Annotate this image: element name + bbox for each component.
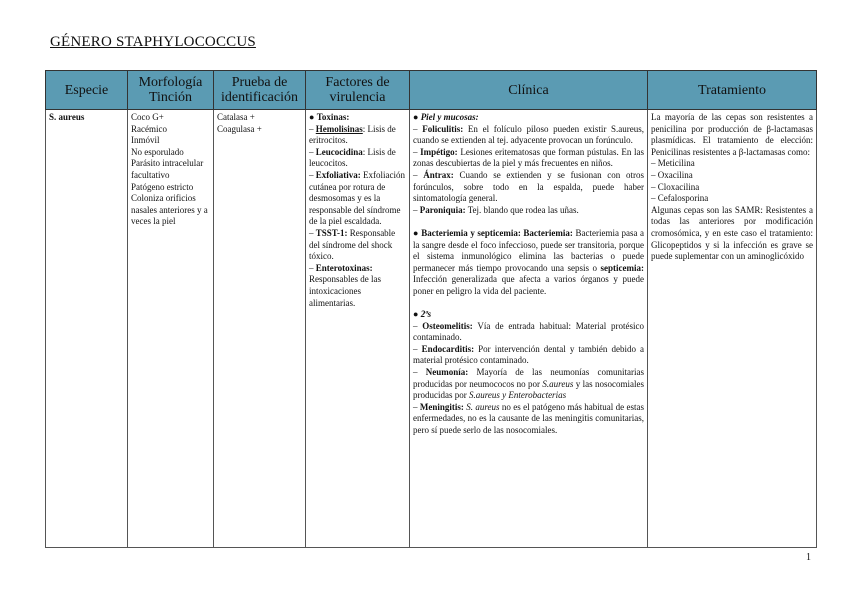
header-row: [46, 71, 817, 110]
foliculitis-term: Foliculitis:: [422, 123, 464, 134]
list-item: Cloxacilina: [657, 181, 700, 192]
bullet-icon: ●: [309, 112, 317, 122]
bullet-icon: ●: [413, 112, 421, 122]
septicemia-desc: Infección generalizada que afecta a varios órganos y puede poner en peligro la vida del paciente.: [413, 274, 644, 296]
neumonia-desc-2: y las nosocomiales producidas por: [413, 378, 644, 401]
list-item: Parásito intracelular facultativo: [131, 158, 204, 180]
piel-heading: Piel y mucosas:: [420, 112, 479, 122]
osteomelitis-desc: Vía de entrada habitual: Material protésico contaminado.: [413, 320, 645, 343]
septicemia-term: septicemia:: [600, 262, 644, 273]
secundarias-heading: 2ªs: [420, 309, 432, 320]
table-row: [46, 110, 817, 548]
bacteriemia-desc: Bacteriemia pasa a la sangre desde el foco infeccioso, puede ser transitoria, porque el sistema inmunológico elimina las bacterias o puede permanecer más tiempo provocando una sepsis o: [413, 227, 645, 273]
endocarditis-desc: Por intervención dental y también debido a material protésico contaminado.: [413, 343, 645, 366]
cell-factores: ● Toxinas: – Hemolisinas: Lisis de eritrocitos. – Leucocidina: Lisis de leucocitos. – Exfoliativa: Exfoliación cutánea por rotura de desmosomas y es la responsable del síndrome de la piel escaldada. – TSST-1: Responsable del síndrome del shock tóxico. – Enterotoxinas: Responsables de las intoxicaciones alimentarias.: [306, 110, 410, 548]
leucocidina-desc: : Lisis de leucocitos.: [309, 146, 396, 169]
document-title: GÉNERO STAPHYLOCOCCUS: [50, 34, 256, 50]
list-item: Catalasa +: [217, 112, 255, 122]
endocarditis-term: Endocarditis:: [421, 343, 475, 354]
toxinas-heading: Toxinas:: [316, 112, 350, 122]
neumonia-term: Neumonía:: [425, 367, 469, 378]
list-item: Racémico: [131, 123, 167, 134]
exfoliativa-term: Exfoliativa:: [315, 169, 361, 180]
header-morfologia: Morfología Tinción: [128, 71, 214, 110]
list-item: Inmóvil: [131, 135, 160, 146]
antrax-desc: Cuando se extienden y se fusionan con otros forúnculos, sobre todo en la espalda, puede haber sintomatología general.: [413, 169, 645, 204]
tratamiento-paragraph-2: Algunas cepas son las SAMR: Resistentes a todas las anteriores por modificación cromosómica, y en este caso el tratamiento: Glicopeptidos y si la infección es grave se puede suplementar con un aminoglicóxido: [651, 204, 813, 262]
bullet-icon: ●: [413, 309, 421, 320]
neumonia-species-2: S.aureus y Enterobacterias: [469, 390, 567, 401]
antrax-term: Ántrax:: [423, 169, 454, 180]
list-item: Oxacilina: [657, 169, 693, 180]
list-item: Coco G+: [131, 112, 164, 122]
exfoliativa-desc: Exfoliación cutánea por rotura de desmosomas y es la responsable del síndrome de la piel escaldada.: [309, 169, 405, 227]
hemolisinas-term: Hemolisinas: [315, 123, 363, 134]
list-item: Coloniza orificios nasales anteriores y a veces la piel: [131, 193, 208, 227]
tsst-term: TSST-1:: [315, 227, 348, 238]
list-item: Coagulasa +: [217, 123, 262, 134]
meningitis-desc: no es el patógeno más habitual de estas enfermedades, no es la causante de las meningitis comunitarias, pero sí puede serlo de las nosocomiales.: [413, 401, 644, 436]
header-especie: Especie: [46, 71, 128, 110]
header-tratamiento: Tratamiento: [648, 71, 817, 110]
neumonia-desc: Mayoría de las neumonías comunitarias producidas por neumococos no por: [413, 367, 645, 389]
list-item: Meticilina: [657, 158, 695, 169]
cell-prueba: [214, 110, 306, 548]
header-prueba: Prueba de identificación: [214, 71, 306, 110]
page-number: 1: [806, 552, 811, 563]
meningitis-species: S. aureus: [466, 401, 500, 412]
enterotoxinas-desc: Responsables de las intoxicaciones alimentarias.: [309, 274, 381, 308]
foliculitis-desc: En el folículo piloso pueden existir S.aureus, cuando se extienden al tej. adyacente provocan un forúnculo.: [413, 123, 645, 146]
list-item: No esporulado: [131, 146, 184, 157]
bacteriemia-heading: Bacteriemia y septicemia:: [421, 227, 521, 238]
enterotoxinas-term: Enterotoxinas:: [315, 262, 373, 273]
paroniquia-term: Paroniquia:: [419, 204, 466, 215]
paroniquia-desc: Tej. blando que rodea las uñas.: [467, 204, 579, 215]
header-factores: Factores de virulencia: [306, 71, 410, 110]
bacteriemia-term: Bacteriemia:: [523, 227, 573, 238]
impetigo-term: Impétigo:: [420, 146, 458, 157]
impetigo-desc: Lesiones eritematosas que forman pústulas. En las zonas descubiertas de la piel y más frecuentes en niños.: [413, 146, 645, 169]
neumonia-species-1: S.aureus: [542, 378, 574, 389]
cell-clinica: ● Piel y mucosas: – Foliculitis: En el folículo piloso pueden existir S.aureus, cuando se extienden al tej. adyacente provocan un forúnculo. – Impétigo: Lesiones eritematosas que forman pústulas. En las zonas descubiertas de la piel y más frecuentes en niños. – Ántrax: Cuando se extienden y se fusionan con otros forúnculos, sobre todo en la espalda, puede haber sintomatología general. – Paroniquia: Tej. blando que rodea las uñas. ● Bacteriemia y septicemia: Bacteriemia: Bacteriemia pasa a la sangre desde el foco infeccioso, puede ser transitoria, porque el sistema inmunológico elimina las bacterias o puede permanecer más tiempo provocando una sepsis o septicemia: Infección generalizada que afecta a varios órganos y puede poner en peligro la vida del paciente. ● 2ªs – Osteomelitis: Vía de entrada habitual: Material protésico contaminado. – Endocarditis: Por intervención dental y también debido a material protésico contaminado. – Neumonía: Mayoría de las neumonías comunitarias producidas por neumococos no por S.aureus y las nosocomiales producidas por S.aureus y Enterobacterias – Meningitis: S. aureus no es el patógeno más habitual de estas enfermedades, no es la causante de las meningitis comunitarias, pero sí puede serlo de las nosocomiales.: [410, 110, 648, 548]
bullet-icon: ●: [413, 227, 422, 238]
staphylococcus-table: [45, 70, 817, 548]
list-item: Patógeno estricto: [131, 181, 194, 192]
tratamiento-paragraph-1: La mayoría de las cepas son resistentes a penicilina por producción de β-lactamasas plasmídicas. El tratamiento de elección: Penicilinas resistentes a β-lactamasas como:: [651, 112, 813, 157]
meningitis-term: Meningitis:: [419, 401, 464, 412]
list-item: Cefalosporina: [657, 193, 709, 204]
cell-morfologia: [128, 110, 214, 548]
cell-especie: S. aureus: [46, 110, 128, 548]
tsst-desc: Responsable del síndrome del shock tóxico.: [309, 227, 396, 262]
osteomelitis-term: Osteomelitis:: [422, 320, 473, 331]
hemolisinas-desc: : Lisis de eritrocitos.: [309, 123, 396, 146]
header-clinica: Clínica: [410, 71, 648, 110]
leucocidina-term: Leucocidina: [315, 146, 363, 157]
cell-tratamiento: La mayoría de las cepas son resistentes a penicilina por producción de β-lactamasas plasmídicas. El tratamiento de elección: Penicilinas resistentes a β-lactamasas como: – Meticilina – Oxacilina – Cloxacilina – Cefalosporina Algunas cepas son las SAMR: Resistentes a todas las anteriores por modificación cromosómica, y en este caso el tratamiento: Glicopeptidos y si la infección es grave se puede suplementar con un aminoglicóxido: [648, 110, 817, 548]
